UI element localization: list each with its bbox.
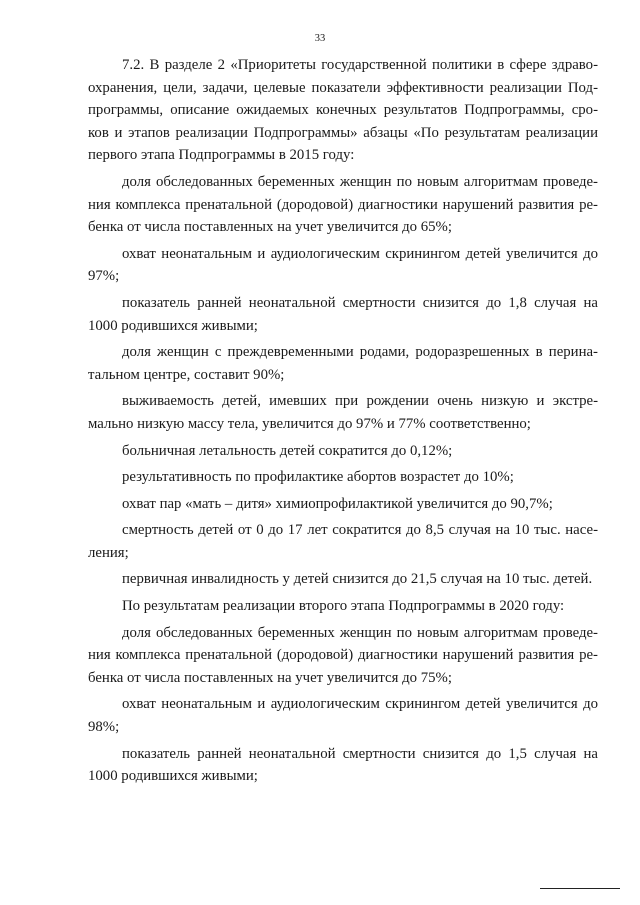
text-line: охранения, цели, задачи, целевые показатели эффективности реализации Под-	[88, 79, 598, 96]
text-line: смертность детей от 0 до 17 лет сократится до 8,5 случая на 10 тыс. насе-	[122, 522, 598, 539]
paragraph	[88, 493, 598, 516]
paragraph	[88, 243, 598, 288]
text-line: бенка от числа поставленных на учет увеличится до 65%;	[88, 219, 452, 236]
paragraph	[88, 171, 598, 239]
text-line: первичная инвалидность у детей снизится до 21,5 случая на 10 тыс. детей.	[122, 571, 593, 588]
text-line: бенка от числа поставленных на учет увеличится до 75%;	[88, 669, 452, 686]
text-line: доля женщин с преждевременными родами, родоразрешенных в перина-	[122, 344, 598, 361]
text-line: ков и этапов реализации Подпрограммы» абзацы «По результатам реализации	[88, 124, 598, 141]
text-line: первого этапа Подпрограммы в 2015 году:	[88, 147, 355, 164]
text-line: показатель ранней неонатальной смертности снизится до 1,8 случая на	[122, 294, 598, 311]
text-line: охват неонатальным и аудиологическим скринингом детей увеличится до	[122, 696, 598, 713]
text-line: показатель ранней неонатальной смертности снизится до 1,5 случая на	[122, 745, 598, 762]
text-line: доля обследованных беременных женщин по новым алгоритмам проведе-	[122, 624, 598, 641]
text-line: 7.2. В разделе 2 «Приоритеты государственной политики в сфере здраво-	[122, 57, 598, 73]
paragraph	[88, 54, 598, 167]
text-line: тальном центре, составит 90%;	[88, 366, 285, 383]
text-line: выживаемость детей, имевших при рождении очень низкую и экстре-	[122, 393, 598, 410]
text-line: 1000 родившихся живыми;	[88, 317, 258, 334]
paragraph	[88, 743, 598, 788]
paragraph	[88, 693, 598, 738]
paragraph	[88, 595, 598, 618]
text-line: охват пар «мать – дитя» химиопрофилактикой увеличится до 90,7%;	[122, 495, 553, 512]
document-body	[88, 54, 598, 792]
footer-rule	[540, 888, 620, 889]
text-line: результативность по профилактике абортов возрастет до 10%;	[122, 469, 514, 486]
text-line: доля обследованных беременных женщин по новым алгоритмам проведе-	[122, 173, 598, 190]
text-line: 1000 родившихся живыми;	[88, 768, 258, 785]
page-number: 33	[314, 33, 326, 44]
text-line: ния комплекса пренатальной (дородовой) диагностики нарушений развития ре-	[88, 196, 598, 213]
paragraph	[88, 440, 598, 463]
text-line: ния комплекса пренатальной (дородовой) диагностики нарушений развития ре-	[88, 647, 598, 664]
paragraph	[88, 466, 598, 489]
text-line: ления;	[88, 544, 129, 561]
text-line: По результатам реализации второго этапа Подпрограммы в 2020 году:	[122, 598, 565, 615]
paragraph	[88, 519, 598, 564]
paragraph	[88, 622, 598, 690]
paragraph	[88, 390, 598, 435]
paragraph	[88, 292, 598, 337]
text-line: программы, описание ожидаемых конечных результатов Подпрограммы, сро-	[88, 102, 598, 119]
text-line: 97%;	[88, 268, 120, 285]
paragraph	[88, 341, 598, 386]
text-line: 98%;	[88, 719, 120, 736]
text-line: больничная летальность детей сократится до 0,12%;	[122, 442, 453, 459]
text-line: охват неонатальным и аудиологическим скринингом детей увеличится до	[122, 245, 598, 262]
paragraph	[88, 568, 598, 591]
text-line: мально низкую массу тела, увеличится до 97% и 77% соответственно;	[88, 415, 531, 432]
